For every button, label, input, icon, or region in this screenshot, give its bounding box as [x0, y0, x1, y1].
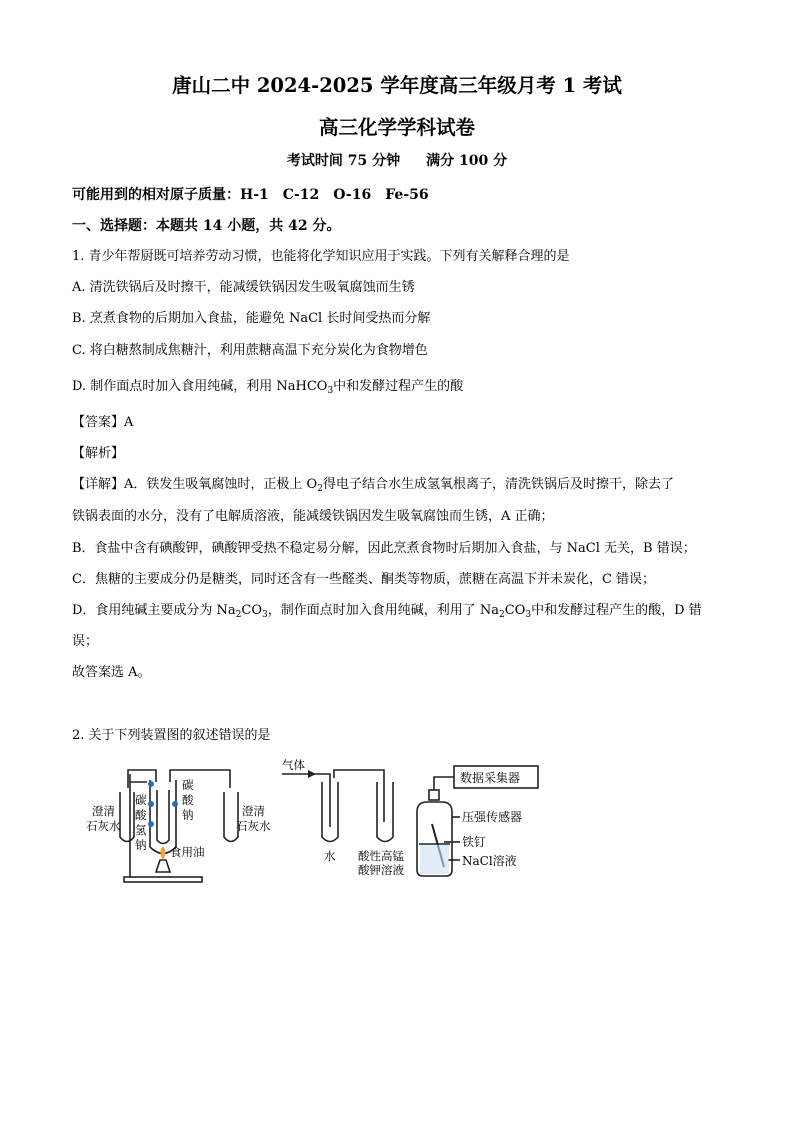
- detail-d-line-1: [72, 599, 702, 620]
- atomic-mass-fe: Fe-56: [385, 187, 429, 203]
- detail-a-text-end: 得电子结合水生成氢氧根离子，清洗铁锅后及时擦干，除去了: [322, 477, 674, 492]
- label-nahco3-1: 碳: [135, 793, 147, 807]
- detail-d-text-4: CO: [504, 603, 526, 618]
- gas-tube-down: [322, 774, 330, 827]
- detail-d-text-2: CO: [241, 603, 263, 618]
- stand-base: [124, 877, 202, 882]
- label-right-limewater-2: 石灰水: [236, 819, 271, 833]
- label-nahco3-3: 氢: [135, 823, 147, 837]
- label-left-limewater-2: 石灰水: [86, 819, 121, 833]
- label-sensor: 压强传感器: [462, 810, 523, 824]
- label-nahco3-4: 钠: [135, 838, 147, 852]
- sensor-wire: [434, 777, 454, 790]
- detail-d-line-2: 误；: [72, 634, 99, 649]
- detail-d-sub-2: 3: [262, 610, 268, 620]
- clamp-dot-2: [148, 801, 154, 807]
- label-right-limewater-1: 澄清: [242, 804, 265, 818]
- label-collector: 数据采集器: [460, 771, 521, 785]
- flame: [161, 846, 166, 860]
- label-oil: 食用油: [170, 845, 205, 859]
- answer-line: [72, 411, 133, 430]
- alcohol-lamp: [156, 860, 170, 872]
- left-limewater-tube: [120, 792, 134, 842]
- detail-label: 【详解】: [72, 477, 125, 492]
- detail-a-subscript: 2: [317, 484, 323, 494]
- label-nail: 铁钉: [462, 835, 487, 849]
- label-water: 水: [324, 849, 336, 863]
- kmno4-tube: [377, 782, 393, 842]
- exam-info: [0, 150, 794, 170]
- exam-time: 考试时间 75 分钟: [286, 153, 401, 169]
- exam-title: 唐山二中 2024-2025 学年度高三年级月考 1 考试: [172, 74, 622, 97]
- detail-d-text-5: 中和发酵过程产生的酸，D 错: [531, 603, 702, 618]
- atomic-mass-h: H-1: [240, 187, 269, 203]
- question-1-option-a: A. 清洗铁锅后及时擦干，能减缓铁锅因发生吸氧腐蚀而生锈: [72, 280, 415, 295]
- label-na2co3-3: 钠: [182, 808, 194, 822]
- answer-label: 【答案】: [72, 415, 125, 430]
- detail-d-sub-4: 3: [525, 610, 532, 620]
- section-heading: 一、选择题：本题共 14 小题，共 42 分。: [72, 218, 341, 234]
- detail-a-line-2: 铁锅表面的水分，没有了电解质溶液，能减缓铁锅因发生吸氧腐蚀而生锈，A 正确；: [72, 509, 554, 524]
- question-2-stem: 2. 关于下列装置图的叙述错误的是: [72, 728, 271, 743]
- label-gas: 气体: [282, 758, 305, 772]
- sensor-plug: [429, 790, 439, 800]
- apparatus-svg: [72, 752, 542, 892]
- exam-subtitle: 高三化学学科试卷: [318, 116, 475, 139]
- detail-d-sub-1: 2: [235, 610, 242, 620]
- question-1-option-d: [72, 375, 463, 396]
- detail-b: B．食盐中含有碘酸钾，碘酸钾受热不稳定易分解，因此烹煮食物时后期加入食盐，与 NaCl 无关，B 错误；: [72, 541, 696, 556]
- question-1-option-b: B. 烹煮食物的后期加入食盐，能避免 NaCl 长时间受热而分解: [72, 311, 431, 326]
- clamp-dot-4: [172, 801, 178, 807]
- apparatus-figure: [72, 752, 542, 892]
- right-delivery-tube: [170, 770, 230, 788]
- nacl-solution: [420, 845, 449, 874]
- question-1-stem: 1. 青少年帮厨既可培养劳动习惯，也能将化学知识应用于实践。下列有关解释合理的是: [72, 249, 570, 264]
- option-d-text: D. 制作面点时加入食用纯碱，利用 NaHCO: [72, 379, 328, 394]
- detail-d-text-1: D．食用纯碱主要成分为 Na: [72, 603, 236, 618]
- label-kmno4-2: 酸钾溶液: [358, 863, 404, 877]
- label-na2co3-1: 碳: [182, 778, 194, 792]
- clamp-dot-3: [148, 821, 154, 827]
- label-nacl: NaCl溶液: [462, 854, 517, 868]
- atomic-mass-o: O-16: [333, 187, 372, 203]
- detail-c: C．焦糖的主要成分仍是糖类，同时还含有一些醛类、酮类等物质，蔗糖在高温下并未炭化，C 错误；: [72, 572, 656, 587]
- answer-value: A: [124, 415, 134, 430]
- label-na2co3-2: 酸: [182, 793, 194, 807]
- outer-test-tube: [150, 780, 176, 854]
- clamp-dot-1: [148, 781, 154, 787]
- detail-a-text: A．铁发生吸氧腐蚀时，正极上 O: [124, 477, 318, 492]
- gas-arrow-icon: [308, 770, 316, 778]
- label-nahco3-2: 酸: [135, 808, 147, 822]
- option-d-subscript: 3: [327, 386, 334, 396]
- atomic-masses-label: 可能用到的相对原子质量：: [72, 187, 240, 203]
- detail-d-sub-3: 2: [499, 610, 505, 620]
- detail-d-text-3: ，制作面点时加入食用纯碱，利用了 Na: [267, 603, 500, 618]
- analysis-label: 【解析】: [72, 446, 125, 461]
- inner-test-tube: [157, 790, 169, 844]
- full-score: 满分 100 分: [426, 153, 508, 169]
- atomic-mass-c: C-12: [282, 187, 320, 203]
- label-kmno4-1: 酸性高锰: [358, 849, 404, 863]
- question-1-option-c: C. 将白糖熬制成焦糖汁，利用蔗糖高温下充分炭化为食物增色: [72, 343, 428, 358]
- label-left-limewater-1: 澄清: [92, 804, 115, 818]
- conclusion: 故答案选 A。: [72, 665, 151, 680]
- detail-a-line-1: [72, 473, 674, 494]
- option-d-text-end: 中和发酵过程产生的酸: [333, 379, 464, 394]
- atomic-masses: [72, 184, 443, 204]
- right-limewater-tube: [224, 792, 238, 842]
